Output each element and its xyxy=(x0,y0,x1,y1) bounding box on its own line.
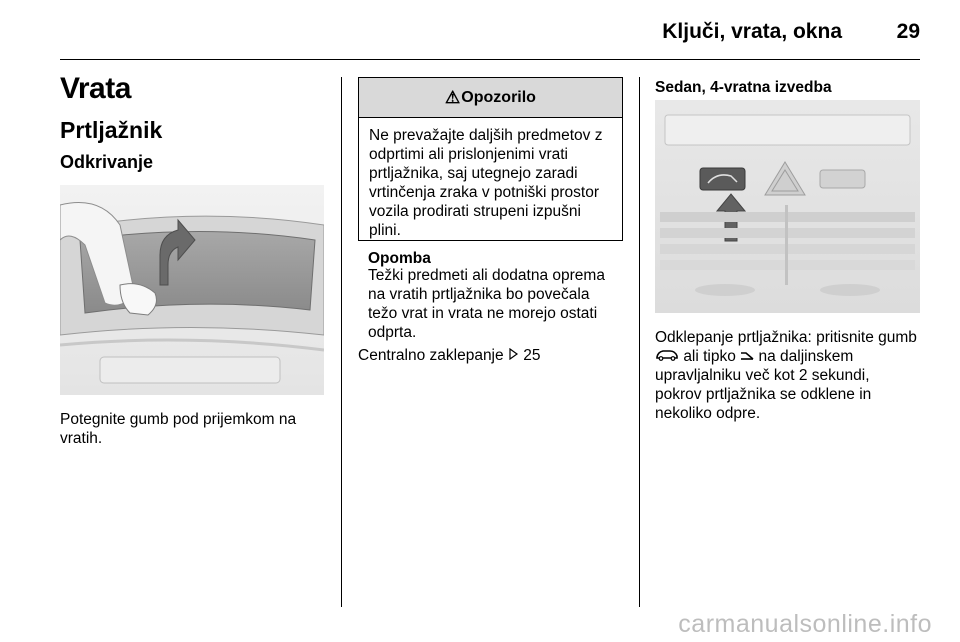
cross-reference-icon xyxy=(508,346,519,365)
note-title: Opomba xyxy=(368,250,431,267)
sedan-subheading: Sedan, 4-vratna izvedba xyxy=(655,79,832,96)
warning-triangle-icon: ⚠ xyxy=(445,87,461,107)
page-number: 29 xyxy=(896,20,920,43)
instruction-text-part2: ali tipko xyxy=(683,348,736,365)
trunk-unlock-instructions xyxy=(655,328,920,423)
column-divider-left xyxy=(341,77,342,607)
car-trunk-icon xyxy=(655,347,679,366)
instruction-text-part3: na daljinskem upravljalniku več kot 2 sekundi, pokrov prtljažnika se odklene in nekoliko odpre. xyxy=(655,348,872,423)
instruction-text-part1: Odklepanje prtljažnika: pritisnite gumb xyxy=(655,329,917,346)
warning-box xyxy=(358,77,623,241)
dashboard-button-illustration xyxy=(655,100,920,313)
page-header xyxy=(60,0,920,60)
illustration-caption: Potegnite gumb pod prijemkom na vratih. xyxy=(60,411,297,447)
column-divider-right xyxy=(639,77,640,607)
watermark: carmanualsonline.info xyxy=(678,610,932,638)
remote-trunk-key-icon xyxy=(740,347,754,366)
reference-page: 25 xyxy=(523,347,541,364)
trunk-handle-illustration xyxy=(60,185,324,395)
section-heading-trunk: Prtljažnik xyxy=(60,117,163,143)
section-heading-opening: Odkrivanje xyxy=(60,152,154,172)
note-text: Težki predmeti ali dodatna oprema na vratih prtljažnika bo povečala težo vrat in vrata ne morejo ostati odprta. xyxy=(368,267,605,341)
warning-text: Ne prevažajte daljših predmetov z odprtimi ali prislonjenimi vrati prtljažnika, saj utegnejo zaradi vrtinčenja zraka v potniški prostor vozila prodirati strupeni izpušni plini. xyxy=(369,127,603,239)
warning-header xyxy=(359,78,622,118)
warning-title: Opozorilo xyxy=(461,88,536,106)
section-heading-doors: Vrata xyxy=(60,72,131,105)
reference-label: Centralno zaklepanje xyxy=(358,347,504,364)
header-title: Ključi, vrata, okna xyxy=(662,20,842,43)
cross-reference xyxy=(358,346,623,365)
